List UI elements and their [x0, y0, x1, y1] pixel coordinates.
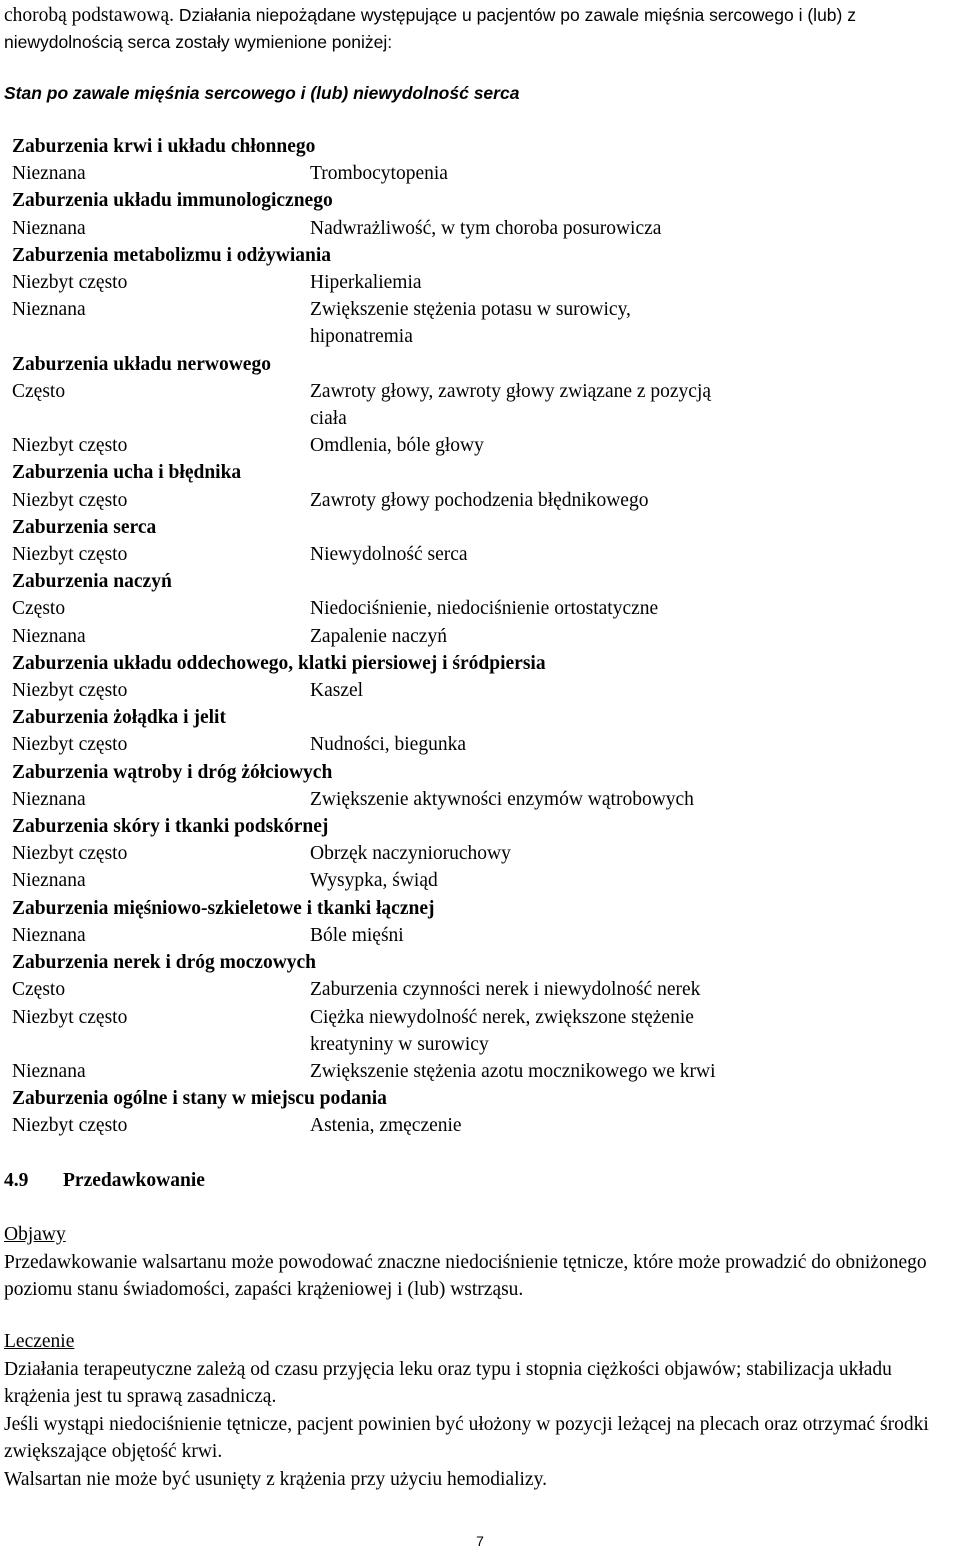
category-heading: Zaburzenia serca: [12, 516, 157, 538]
frequency-cell: Niezbyt często: [12, 435, 128, 457]
table-row: [12, 215, 912, 242]
frequency-cell: Często: [12, 598, 66, 620]
table-row: [12, 623, 912, 650]
effect-cell: Zwiększenie aktywności enzymów wątrobowych: [310, 788, 694, 810]
frequency-cell: Nieznana: [12, 217, 86, 239]
effect-cell: Kaszel: [310, 680, 364, 702]
frequency-cell: Niezbyt często: [12, 544, 128, 566]
table-row: [12, 1004, 912, 1031]
frequency-cell: [12, 405, 310, 432]
treatment-paragraph-3: Walsartan nie może być usunięty z krążenia przy użyciu hemodializy.: [4, 1468, 547, 1490]
category-heading: Zaburzenia wątroby i dróg żółciowych: [12, 761, 333, 783]
frequency-cell: Nieznana: [12, 1060, 86, 1082]
frequency-cell: Nieznana: [12, 163, 86, 185]
frequency-cell: Niezbyt często: [12, 272, 128, 294]
category-heading: Zaburzenia ucha i błędnika: [12, 462, 242, 484]
table-row: [12, 378, 912, 405]
category-heading: Zaburzenia układu nerwowego: [12, 353, 271, 375]
effect-cell: Zwiększenie stężenia potasu w surowicy,: [310, 299, 631, 321]
intro-body: Działania niepożądane występujące u pacjentów po zawale mięśnia sercowego i (lub) z niewydolnością serca zostały wymienione poniżej:: [4, 5, 856, 52]
table-row: [12, 405, 912, 432]
effect-cell: Ciężka niewydolność nerek, zwiększone stężenie: [310, 1006, 694, 1028]
section-heading: [4, 1167, 205, 1195]
frequency-cell: [12, 1031, 310, 1058]
effect-cell: Zapalenie naczyń: [310, 625, 447, 647]
treatment-block: [4, 1328, 960, 1493]
table-row: [12, 840, 912, 867]
category-heading: Zaburzenia układu oddechowego, klatki piersiowej i śródpiersia: [12, 652, 546, 674]
effect-cell: Nadwrażliwość, w tym choroba posurowicza: [310, 217, 662, 239]
category-heading: Zaburzenia naczyń: [12, 571, 172, 593]
effect-cell: Zawroty głowy pochodzenia błędnikowego: [310, 489, 649, 511]
table-row: [12, 541, 912, 568]
treatment-paragraph-2: Jeśli wystąpi niedociśnienie tętnicze, pacjent powinien być ułożony w pozycji leżącej na plecach oraz otrzymać środki zwiększające objętość krwi.: [4, 1413, 929, 1462]
frequency-cell: Nieznana: [12, 299, 86, 321]
effect-cell: Niedociśnienie, niedociśnienie ortostatyczne: [310, 598, 659, 620]
frequency-cell: [12, 323, 310, 350]
effect-cell: Obrzęk naczynioruchowy: [310, 843, 511, 865]
treatment-heading: Leczenie: [4, 1331, 75, 1352]
effect-cell: Trombocytopenia: [310, 163, 448, 185]
effect-cell: Zwiększenie stężenia azotu mocznikowego we krwi: [310, 1060, 716, 1082]
effect-cell: Zawroty głowy, zawroty głowy związane z pozycją: [310, 380, 712, 402]
treatment-paragraph-1: Działania terapeutyczne zależą od czasu przyjęcia leku oraz typu i stopnia ciężkości objawów; stabilizacja układu krążenia jest tu sprawą zasadniczą.: [4, 1358, 892, 1407]
category-heading: Zaburzenia krwi i układu chłonnego: [12, 136, 316, 157]
symptoms-text: Przedawkowanie walsartanu może powodować znaczne niedociśnienie tętnicze, które może prowadzić do obniżonego poziomu stanu świadomości, zapaści krążeniowej i (lub) wstrząsu.: [4, 1251, 927, 1300]
frequency-cell: Nieznana: [12, 625, 86, 647]
table-row: [12, 1112, 912, 1139]
table-row: [12, 786, 912, 813]
table-row: [12, 1058, 912, 1085]
table-row: [12, 922, 912, 949]
page-number: 7: [476, 1533, 484, 1549]
frequency-cell: Niezbyt często: [12, 1006, 128, 1028]
frequency-cell: Niezbyt często: [12, 843, 128, 865]
frequency-cell: Niezbyt często: [12, 489, 128, 511]
effect-cell: Niewydolność serca: [310, 544, 468, 566]
category-heading: Zaburzenia metabolizmu i odżywiania: [12, 244, 332, 266]
section-number: 4.9: [4, 1170, 29, 1191]
symptoms-block: [4, 1221, 960, 1304]
category-heading: Zaburzenia skóry i tkanki podskórnej: [12, 816, 329, 838]
effect-cell: Zaburzenia czynności nerek i niewydolność nerek: [310, 979, 701, 1001]
symptoms-heading: Objawy: [4, 1224, 66, 1245]
table-row: [12, 269, 912, 296]
frequency-cell: Często: [12, 380, 66, 402]
table-row: [12, 976, 912, 1003]
adverse-effects-table: [12, 133, 912, 1140]
frequency-cell: Niezbyt często: [12, 1115, 128, 1137]
frequency-cell: Często: [12, 979, 66, 1001]
effect-cell: hiponatremia: [310, 326, 413, 348]
category-heading: Zaburzenia ogólne i stany w miejscu podania: [12, 1088, 387, 1110]
intro-text: [4, 2, 960, 56]
effect-cell: Astenia, zmęczenie: [310, 1115, 462, 1137]
category-heading: Zaburzenia nerek i dróg moczowych: [12, 952, 317, 974]
effect-cell: Wysypka, świąd: [310, 870, 438, 892]
table-row: [12, 595, 912, 622]
category-heading: Zaburzenia żołądka i jelit: [12, 707, 226, 729]
table-row: [12, 677, 912, 704]
table-row: [12, 867, 912, 894]
intro-paragraph: [4, 2, 960, 56]
frequency-cell: Niezbyt często: [12, 680, 128, 702]
effect-cell: kreatyniny w surowicy: [310, 1033, 489, 1055]
table-row: [12, 432, 912, 459]
category-heading: Zaburzenia mięśniowo-szkieletowe i tkanki łącznej: [12, 897, 435, 919]
frequency-cell: Nieznana: [12, 870, 86, 892]
category-heading: Zaburzenia układu immunologicznego: [12, 190, 333, 212]
frequency-cell: Nieznana: [12, 924, 86, 946]
table-row: [12, 323, 912, 350]
subtitle: Stan po zawale mięśnia sercowego i (lub) niewydolność serca: [4, 83, 520, 103]
table-row: [12, 487, 912, 514]
table-row: [12, 1031, 912, 1058]
frequency-cell: Niezbyt często: [12, 734, 128, 756]
effect-cell: Bóle mięśni: [310, 924, 404, 946]
intro-lead: chorobą podstawową.: [4, 5, 175, 26]
effect-cell: Nudności, biegunka: [310, 734, 466, 756]
table-row: [12, 296, 912, 323]
section-title: Przedawkowanie: [63, 1170, 205, 1191]
effect-cell: ciała: [310, 408, 347, 430]
effect-cell: Omdlenia, bóle głowy: [310, 435, 484, 457]
effect-cell: Hiperkaliemia: [310, 272, 422, 294]
table-row: [12, 731, 912, 758]
frequency-cell: Nieznana: [12, 788, 86, 810]
table-row: [12, 160, 912, 187]
